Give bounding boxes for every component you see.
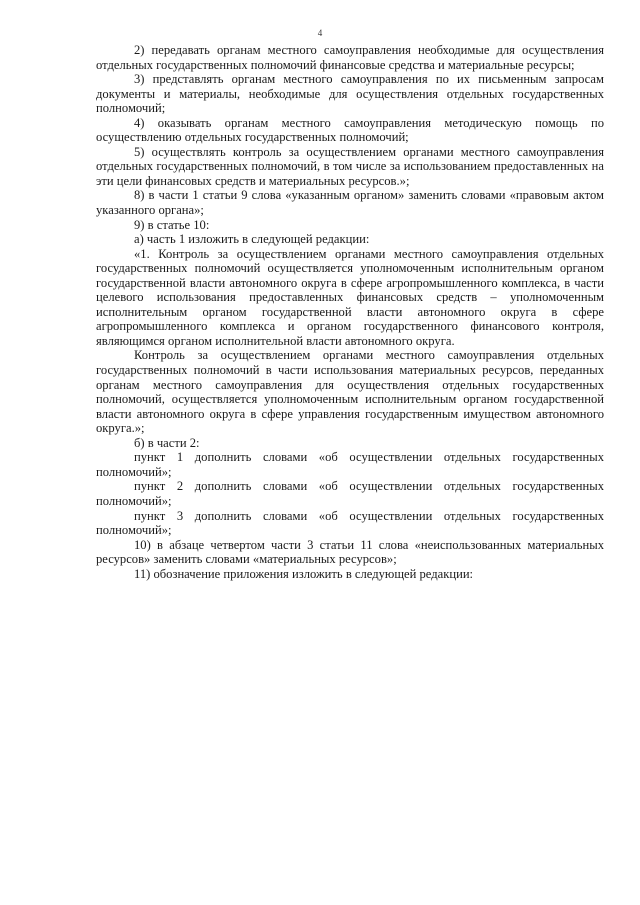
paragraph-amendment-11: 11) обозначение приложения изложить в следующей редакции: [134,566,474,581]
paragraph-amendment-8: 8) в части 1 статьи 9 слова «указанным органом» заменить словами «правовым актом указанного органа»; [96,188,604,218]
paragraph-item-3: 3) представлять органам местного самоуправления по их письменным запросам документы и материалы, необходимые для осуществления отдельных государственных полномочий; [96,72,604,116]
paragraph-quoted-control: Контроль за осуществлением органами местного самоуправления отдельных государственных полномочий в части использования материальных ресурсов, переданных органам местного самоуправления для осуществления отдельных государственных полномочий, осуществляется уполномоченным исполнительным органом государственной власти автономного округа в сфере управления государственным имуществом автономного округа.»; [96,348,604,436]
paragraph-subitem-a: а) часть 1 изложить в следующей редакции: [134,232,370,247]
page-number: 4 [317,28,323,38]
paragraph-quoted-part-1: «1. Контроль за осуществлением органами местного самоуправления отдельных государственных полномочий осуществляется уполномоченным исполнительным органом государственной власти автономного округа в сфере агропромышленного комплекса, в части целевого использования предоставленных финансовых средств – уполномоченным исполнительным органом государственной власти автономного округа в сфере агропромышленного комплекса и органом государственного финансового контроля, являющимся органом исполнительной власти автономного округа. [96,246,604,348]
paragraph-item-2: 2) передавать органам местного самоуправления необходимые для осуществления отдельных государственных полномочий финансовые средства и материальные ресурсы; [96,43,604,72]
document-body [96,43,604,581]
paragraph-point-1: пункт 1 дополнить словами «об осуществлении отдельных государственных полномочий»; [96,450,604,479]
paragraph-subitem-b: б) в части 2: [134,435,200,450]
paragraph-amendment-10: 10) в абзаце четвертом части 3 статьи 11 слова «неиспользованных материальных ресурсов» заменить словами «материальных ресурсов»; [96,537,604,567]
paragraph-point-2: пункт 2 дополнить словами «об осуществлении отдельных государственных полномочий»; [96,479,604,508]
paragraph-item-4: 4) оказывать органам местного самоуправления методическую помощь по осуществлению отдельных государственных полномочий; [96,115,604,145]
paragraph-amendment-9: 9) в статье 10: [134,217,210,232]
paragraph-point-3: пункт 3 дополнить словами «об осуществлении отдельных государственных полномочий»; [96,508,604,538]
paragraph-item-5: 5) осуществлять контроль за осуществлением органами местного самоуправления отдельных государственных полномочий, в том числе за использованием предоставленных на эти цели финансовых средств и материальных ресурсов.»; [96,144,604,188]
